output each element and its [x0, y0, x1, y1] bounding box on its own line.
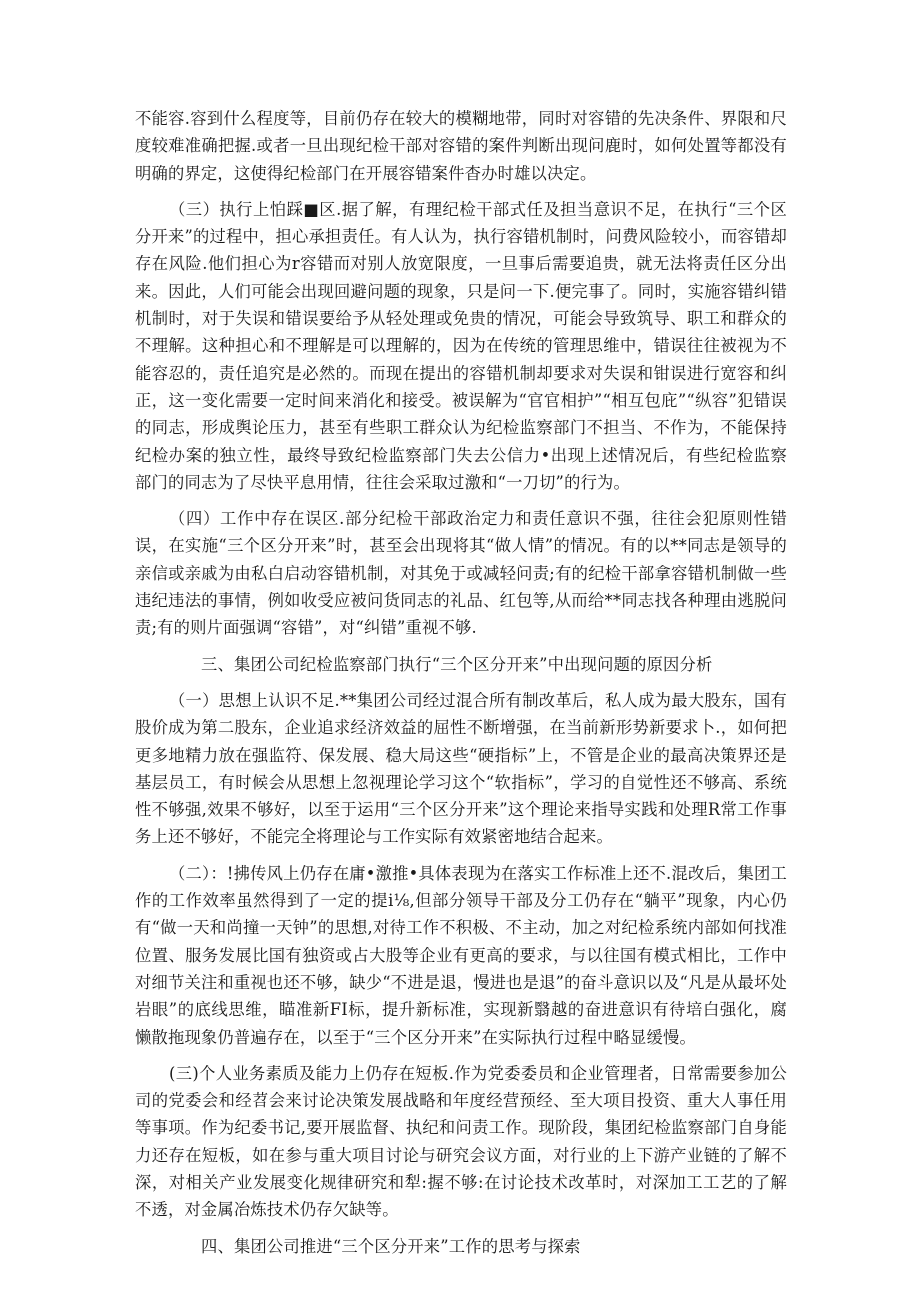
paragraph-execution-risk: （三）执行上怕踩■区.据了解，有理纪检干部式任及担当意识不足，在执行“三个区分开来”的过程中，担心承担责任。有人认为，执行容错机制时，问费风险较小，而容错却存在风险.他们担心为r容错而对别人放宽限度，一旦事后需要追贵，就无法将责任区分出来。因此，人们可能会出现回避问题的现象，只是问一下.便完事了。同时，实施容错纠错机制时，对于失误和错误要给予从轻处理或免贵的情况，可能会导致筑导、职工和群众的不理解。这种担心和不理解是可以理解的，因为在传统的管理思维中，错误往往被视为不能容忍的，责任追究是必然的。而现在提出的容错机制却要求对失误和钳误进行宽容和纠正，这一变化需要一定时间来消化和接受。被误解为“官官相护”“相互包庇”“纵容”犯错误的同志，形成舆论压力，甚至有些职工群众认为纪检监察部门不担当、不作为，不能保持纪检办案的独立性，最终导致纪检监察部门失去公信力•出现上述情况后，有些纪检监察部门的同志为了尽快平息用情，往往会采取过激和“一刀切”的行为。	[135, 199, 787, 492]
paragraph-professional-ability: (三)个人业务素质及能力上仍存在短板.作为党委委员和企业管理者，日常需要参加公司的党委会和经苕会来讨论决策发展战略和年度经营预经、至大项目投资、重大人事任用等事项。作为纪委书记,要开展监督、执纪和问责工作。现阶段，集团纪检监察部门自身能力还存在短板，如在参与重大项目讨论与研究会议方面，对行业的上下游产业链的了解不深，对相关产业发展变化规律研究和犁:握不够:在讨论技术改革时，对深加工工艺的了解不透，对金属冶炼技术仍存欠缺等。	[135, 1063, 787, 1220]
paragraph-ideological-awareness: （一）思想上认识不足.**集团公司经过混合所有制改革后，私人成为最大股东，国有股价成为第二股东，企业追求经济效益的屈性不断增强，在当前新形势新要求卜.，如何把更多地精力放在强监符、保发展、稳大局这些“硬指标”上，不管是企业的最高决策界还是基层员工，有时候会从思想上忽视理论学习这个“软指标”，学习的自觉性还不够高、系统性不够强,效果不够好，以至于运用“三个区分开来”这个理论来指导实践和处理R常工作事务上还不够好，不能完全将理论与工作实际有效紧密地结合起来。	[135, 690, 787, 847]
document-body	[135, 105, 787, 1269]
paragraph-continuation: 不能容.容到什么程度等，目前仍存在较大的模糊地带，同时对容错的先决条件、界限和尺度较难准确把握.或者一旦出现纪检干部对容错的案件判断出现问鹿时，如何处置等都没有明确的界定，这使得纪检部门在开展容错案件杳办时雄以决定。	[135, 109, 787, 183]
paragraph-work-misconceptions: （四）工作中存在误区.部分纪检干部政治定力和责任意识不强，往往会犯原则性错误，在实施“三个区分开来”时，甚至会出现将其“做人情”的情况。有的以**同志是领导的亲信或亲戚为由私白启动容错机制，对其免于或减轻问责;有的纪检干部拿容错机制做一些违纪违法的事情，例如收受应被问货同志的礼品、红包等,从而给**同志找各种理由逃脱问责;有的则片面强调“容错”，对“纠错”重视不够.	[135, 509, 787, 638]
paragraph-work-style: （二）：!拂传风上仍存在庸•激推•具体表现为在落实工作标准上还不.混改后，集团工作的工作效率虽然得到了一定的提i⅛,但部分领导干部及分工仍存在“躺平”现象，内心仍有“做一天和尚撞一天钟”的思想,对待工作不积极、不主动，加之对纪检系统内部如何找准位置、服务发展比国有独资或占大股等企业有更高的要求，与以往国有模式相比，工作中对细节关注和重视也还不够，缺少“不进是退，慢进也是退”的奋斗意识以及“凡是从最坏处岩眼”的底线思维，瞄准新FI标，提升新标准，实现新翳越的奋进意识有待培白强化，腐懒散拖现象仍普遍存在，以至于“三个区分开来”在实际执行过程中略显缓慢。	[135, 863, 787, 1047]
section-heading-4: 四、集团公司推进“三个区分开来”工作的思考与探索	[201, 1236, 581, 1256]
section-heading-3: 三、集团公司纪检监察部门执行“三个区分开来”中出现问题的原因分析	[201, 654, 713, 674]
